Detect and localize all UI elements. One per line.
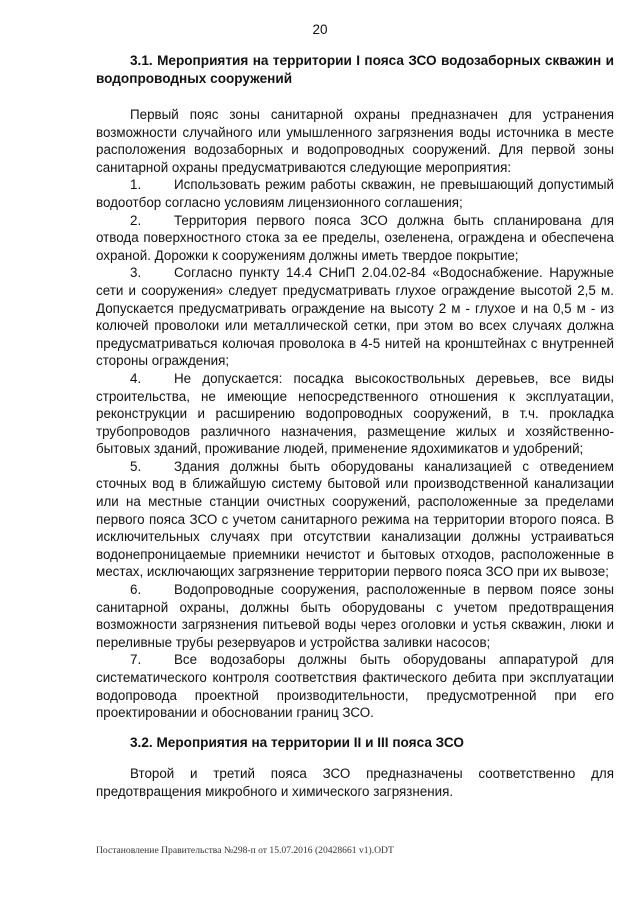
document-footer: Постановление Правительства №298-п от 15.07.2016 (20428661 v1).ODT [96, 845, 394, 856]
list-item [96, 458, 614, 581]
list-item-number: 2. [130, 212, 142, 228]
section-heading-3-2: 3.2. Мероприятия на территории II и III пояса ЗСО [130, 734, 464, 750]
section-2-paragraph: Второй и третий пояса ЗСО предназначены соответственно для предотвращения микробного и химического загрязнения. [96, 766, 614, 799]
list-item-text: Территория первого пояса ЗСО должна быть спланирована для отвода поверхностного стока за ее пределы, озеленена, ограждена и обеспечена охраной. Дорожки к сооружениям должны иметь твердое покрытие; [96, 212, 614, 263]
page-content [96, 52, 614, 801]
list-item-text: Не допускается: посадка высокоствольных деревьев, все виды строительства, не имеющие непосредственного отношения к эксплуатации, реконструкции и расширению водопроводных сооружений, в т.ч. прокладка трубопроводов различного назначения, размещение жилых и хозяйственно-бытовых зданий, проживание людей, применение ядохимикатов и удобрений; [96, 370, 614, 457]
list-item-number: 5. [130, 458, 142, 474]
list-item-text: Здания должны быть оборудованы канализацией с отведением сточных вод в ближайшую систему бытовой или производственной канализации или на местные станции очистных сооружений, расположенные за пределами первого пояса ЗСО с учетом санитарного режима на территории второго пояса. В исключительных случаях при отсутствии канализации должны устраиваться водонепроницаемые приемники нечистот и бытовых отходов, расположенные в местах, исключающих загрязнение территории первого пояса ЗСО при их вывозе; [96, 458, 614, 580]
list-item [96, 176, 614, 211]
list-item-number: 7. [130, 652, 142, 668]
list-item-number: 6. [130, 582, 142, 598]
list-item-text: Водопроводные сооружения, расположенные в первом поясе зоны санитарной охраны, должны быть оборудованы с учетом предотвращения возможности загрязнения питьевой воды через оголовки и устья скважин, люки и переливные трубы резервуаров и устройства заливки насосов; [96, 582, 614, 650]
list-item [96, 370, 614, 458]
list-item [96, 581, 614, 651]
page-number: 20 [312, 22, 328, 37]
list-item-text: Все водозаборы должны быть оборудованы аппаратурой для систематического контроля соответствия фактического дебита при эксплуатации водопровода проектной производительности, предусмотренной при его проектировании и обосновании границ ЗСО. [96, 652, 614, 721]
list-item-number: 1. [130, 177, 142, 193]
list-item [96, 212, 614, 265]
list-item [96, 264, 614, 370]
measures-list [96, 176, 614, 721]
list-item-number: 4. [130, 370, 142, 386]
list-item-text: Использовать режим работы скважин, не превышающий допустимый водоотбор согласно условиям лицензионного соглашения; [96, 177, 614, 210]
section-intro-paragraph: Первый пояс зоны санитарной охраны предназначен для устранения возможности случайного или умышленного загрязнения воды источника в месте расположения водозаборных и водопроводных сооружений. Для первой зоны санитарной охраны предусматриваются следующие мероприятия: [96, 107, 614, 175]
section-heading-3-1: 3.1. Мероприятия на территории I пояса ЗСО водозаборных скважин и водопроводных сооружений [96, 53, 614, 86]
list-item-text: Согласно пункту 14.4 СНиП 2.04.02-84 «Водоснабжение. Наружные сети и сооружения» следует предусматривать глухое ограждение высотой 2,5 м. Допускается предусматривать ограждение на высоту 2 м - глухое и на 0,5 м - из колючей проволоки или металлической сетки, при этом во всех случаях должна предусматриваться колючая проволока в 4-5 нитей на кронштейнах с внутренней стороны ограждения; [96, 265, 614, 369]
list-item [96, 651, 614, 721]
list-item-number: 3. [130, 265, 142, 281]
